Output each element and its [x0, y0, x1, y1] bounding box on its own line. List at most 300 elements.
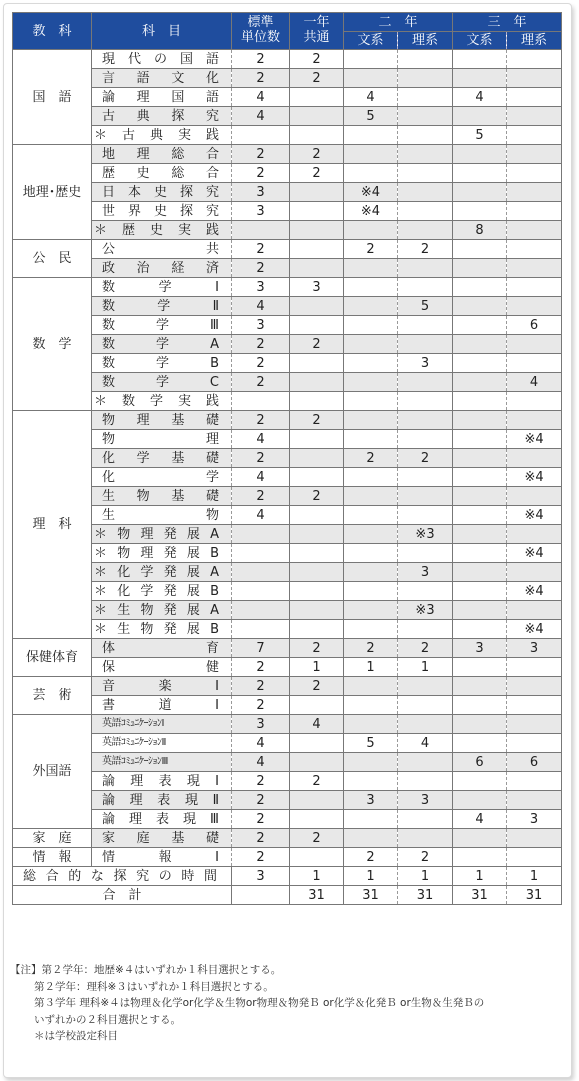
subject-cell: 書道Ⅰ [92, 696, 232, 715]
units-cell-y3b [453, 772, 507, 791]
sogo-units-std: 3 [232, 867, 290, 886]
note-line: 第２学年：理科※３はいずれか１科目選択とする。 [34, 980, 274, 993]
units-cell-std [232, 620, 290, 639]
units-cell-y3b [453, 544, 507, 563]
header-year3: 三 年 [453, 13, 562, 32]
table-row [13, 107, 562, 126]
units-cell-y3r [507, 696, 562, 715]
units-cell-y1 [290, 259, 344, 278]
units-cell-y3b [453, 240, 507, 259]
subject-cell: 数学A [92, 335, 232, 354]
units-cell-y2b [344, 582, 398, 601]
units-cell-y3r [507, 658, 562, 677]
units-cell-y3r [507, 392, 562, 411]
subject-cell: 英語ｺﾐｭﾆｹｰｼｮﾝⅡ [92, 734, 232, 753]
units-cell-y3b [453, 848, 507, 867]
units-cell-y2b [344, 164, 398, 183]
units-cell-std [232, 221, 290, 240]
subject-cell: 生物基礎 [92, 487, 232, 506]
subject-cell: 体育 [92, 639, 232, 658]
units-cell-y1 [290, 582, 344, 601]
units-cell-y3r: ※4 [507, 544, 562, 563]
units-cell-y1 [290, 316, 344, 335]
units-cell-y3r [507, 848, 562, 867]
units-cell-y3r: 6 [507, 316, 562, 335]
units-cell-y3b [453, 696, 507, 715]
units-cell-y3r [507, 449, 562, 468]
header-standard-units: 標準 単位数 [232, 13, 290, 50]
units-cell-y3b [453, 677, 507, 696]
units-cell-std: 2 [232, 829, 290, 848]
units-cell-std: 2 [232, 411, 290, 430]
units-cell-y3r: ※4 [507, 582, 562, 601]
units-cell-std: 2 [232, 791, 290, 810]
subject-cell: ＊生物発展B [92, 620, 232, 639]
units-cell-y2b: 1 [344, 658, 398, 677]
units-cell-y3b [453, 145, 507, 164]
units-cell-y2b [344, 753, 398, 772]
units-cell-y1 [290, 297, 344, 316]
units-cell-y2r [398, 753, 453, 772]
units-cell-std [232, 601, 290, 620]
category-cell: 外国語 [13, 715, 92, 829]
table-row [13, 411, 562, 430]
units-cell-y3r [507, 487, 562, 506]
units-cell-y2b [344, 601, 398, 620]
subject-cell: 英語ｺﾐｭﾆｹｰｼｮﾝⅢ [92, 753, 232, 772]
units-cell-std: 2 [232, 259, 290, 278]
category-cell: 地理･歴史 [13, 145, 92, 240]
subject-cell: 世界史探究 [92, 202, 232, 221]
table-row [13, 639, 562, 658]
category-cell: 保健体育 [13, 639, 92, 677]
units-cell-y3b: 4 [453, 88, 507, 107]
units-cell-y2b [344, 50, 398, 69]
units-cell-y2b [344, 297, 398, 316]
units-cell-y1 [290, 544, 344, 563]
units-cell-y3r [507, 69, 562, 88]
units-cell-y3r: ※4 [507, 430, 562, 449]
units-cell-std: 2 [232, 658, 290, 677]
table-row [13, 354, 562, 373]
units-cell-y2b [344, 696, 398, 715]
units-cell-y2r [398, 335, 453, 354]
units-cell-y2r [398, 221, 453, 240]
units-cell-y3r [507, 126, 562, 145]
table-row [13, 848, 562, 867]
units-cell-y2b: 5 [344, 107, 398, 126]
header-kamoku: 科 目 [92, 13, 232, 50]
units-cell-y3r [507, 221, 562, 240]
units-cell-y1 [290, 354, 344, 373]
units-cell-std: 2 [232, 810, 290, 829]
subject-cell: 数学Ⅱ [92, 297, 232, 316]
units-cell-y1 [290, 696, 344, 715]
units-cell-y1 [290, 183, 344, 202]
units-cell-y3b [453, 107, 507, 126]
units-cell-std: 4 [232, 297, 290, 316]
units-cell-y3r [507, 601, 562, 620]
units-cell-std: 4 [232, 468, 290, 487]
units-cell-y2r: 5 [398, 297, 453, 316]
units-cell-y1: 2 [290, 50, 344, 69]
table-row [13, 829, 562, 848]
sogo-label: 総合的な探究の時間 [13, 867, 232, 886]
header-year1: 一年 共通 [290, 13, 344, 50]
units-cell-y2b [344, 221, 398, 240]
subject-cell: 数学Ⅰ [92, 278, 232, 297]
category-cell: 公 民 [13, 240, 92, 278]
units-cell-y3b [453, 506, 507, 525]
units-cell-y2r: 4 [398, 734, 453, 753]
units-cell-y1 [290, 88, 344, 107]
units-cell-std [232, 544, 290, 563]
curriculum-table [12, 12, 562, 905]
table-row [13, 240, 562, 259]
subject-cell: 情報Ⅰ [92, 848, 232, 867]
units-cell-y1: 2 [290, 829, 344, 848]
units-cell-y3r [507, 183, 562, 202]
sogo-units-y3b: 1 [453, 867, 507, 886]
units-cell-y3b [453, 202, 507, 221]
units-cell-y1 [290, 392, 344, 411]
subject-cell: 論理表現Ⅲ [92, 810, 232, 829]
units-cell-y2b [344, 373, 398, 392]
units-cell-y2r [398, 506, 453, 525]
units-cell-y1: 2 [290, 639, 344, 658]
units-cell-y1 [290, 525, 344, 544]
units-cell-std: 2 [232, 373, 290, 392]
units-cell-y2r [398, 316, 453, 335]
subject-cell: 数学C [92, 373, 232, 392]
subject-cell: 音楽Ⅰ [92, 677, 232, 696]
units-cell-y3b [453, 259, 507, 278]
units-cell-y3r [507, 563, 562, 582]
units-cell-std: 4 [232, 506, 290, 525]
curriculum-card [3, 3, 572, 1078]
units-cell-std: 2 [232, 69, 290, 88]
total-label: 合 計 [13, 886, 232, 905]
subject-cell: ＊生物発展A [92, 601, 232, 620]
units-cell-y3r: ※4 [507, 506, 562, 525]
units-cell-y1 [290, 506, 344, 525]
units-cell-y1: 2 [290, 335, 344, 354]
curriculum-body [13, 50, 562, 905]
units-cell-y2r [398, 278, 453, 297]
units-cell-y2r [398, 677, 453, 696]
table-row [13, 164, 562, 183]
units-cell-y1: 2 [290, 772, 344, 791]
units-cell-y1: 4 [290, 715, 344, 734]
table-row [13, 753, 562, 772]
units-cell-y2b [344, 69, 398, 88]
units-cell-y3r [507, 791, 562, 810]
table-row [13, 734, 562, 753]
units-cell-y1 [290, 449, 344, 468]
category-cell: 数 学 [13, 278, 92, 411]
subject-cell: 日本史探究 [92, 183, 232, 202]
units-cell-std: 2 [232, 848, 290, 867]
table-row [13, 126, 562, 145]
category-cell: 国 語 [13, 50, 92, 145]
units-cell-y3b: 3 [453, 639, 507, 658]
units-cell-y3b [453, 734, 507, 753]
units-cell-y2b: 5 [344, 734, 398, 753]
units-cell-y1 [290, 221, 344, 240]
note-line: 第３学年 理科※４は物理＆化学or化学＆生物or物理＆物発Ｂ or化学＆化発Ｂ or生物＆生発Ｂの [34, 997, 485, 1009]
units-cell-std: 2 [232, 240, 290, 259]
units-cell-y3r: 3 [507, 639, 562, 658]
units-cell-y1: 2 [290, 164, 344, 183]
units-cell-y2r [398, 107, 453, 126]
subject-cell: 歴史総合 [92, 164, 232, 183]
units-cell-y2r: 1 [398, 658, 453, 677]
units-cell-std [232, 126, 290, 145]
units-cell-y2b: ※4 [344, 202, 398, 221]
table-row [13, 677, 562, 696]
table-row [13, 544, 562, 563]
units-cell-y2b [344, 411, 398, 430]
table-row [13, 487, 562, 506]
units-cell-y2r: 3 [398, 791, 453, 810]
total-units-y2r: 31 [398, 886, 453, 905]
table-row [13, 563, 562, 582]
units-cell-y2r [398, 772, 453, 791]
units-cell-y2r [398, 715, 453, 734]
units-cell-y2r [398, 430, 453, 449]
units-cell-y2r: ※3 [398, 601, 453, 620]
units-cell-y3b [453, 563, 507, 582]
units-cell-y3r [507, 772, 562, 791]
units-cell-y2r: 3 [398, 354, 453, 373]
units-cell-y3b [453, 50, 507, 69]
subject-cell: 地理総合 [92, 145, 232, 164]
units-cell-y2r [398, 411, 453, 430]
subject-cell: 数学Ⅲ [92, 316, 232, 335]
subject-cell: 物理基礎 [92, 411, 232, 430]
units-cell-y1 [290, 468, 344, 487]
units-cell-y3b [453, 620, 507, 639]
units-cell-y2r [398, 582, 453, 601]
notes [10, 962, 566, 1045]
units-cell-y3r [507, 411, 562, 430]
units-cell-y1 [290, 601, 344, 620]
subject-cell: 化学基礎 [92, 449, 232, 468]
units-cell-y2b [344, 525, 398, 544]
subject-cell: 政治経済 [92, 259, 232, 278]
units-cell-y2b [344, 772, 398, 791]
units-cell-y3b [453, 354, 507, 373]
units-cell-y2r: 2 [398, 639, 453, 658]
units-cell-y2r [398, 50, 453, 69]
units-cell-y2r [398, 487, 453, 506]
table-row [13, 620, 562, 639]
note-line: 【注】第２学年：地歴※４はいずれか１科目選択とする。 [10, 964, 282, 976]
units-cell-y3r: 4 [507, 373, 562, 392]
total-units-y2b: 31 [344, 886, 398, 905]
table-row [13, 373, 562, 392]
units-cell-y2b: ※4 [344, 183, 398, 202]
units-cell-y1 [290, 430, 344, 449]
units-cell-std [232, 525, 290, 544]
table-row [13, 601, 562, 620]
units-cell-std: 2 [232, 145, 290, 164]
units-cell-y2b: 2 [344, 449, 398, 468]
units-cell-y3r [507, 107, 562, 126]
table-row [13, 297, 562, 316]
units-cell-y1: 2 [290, 487, 344, 506]
units-cell-y1 [290, 107, 344, 126]
units-cell-y3b [453, 715, 507, 734]
subject-cell: 家庭基礎 [92, 829, 232, 848]
table-row [13, 430, 562, 449]
units-cell-y3b [453, 392, 507, 411]
table-row [13, 316, 562, 335]
subject-cell: 物理 [92, 430, 232, 449]
sogo-units-y1: 1 [290, 867, 344, 886]
units-cell-y2r: 2 [398, 848, 453, 867]
units-cell-y3r [507, 734, 562, 753]
header-kyouka: 教 科 [13, 13, 92, 50]
sogo-units-y2b: 1 [344, 867, 398, 886]
subject-cell: 現代の国語 [92, 50, 232, 69]
table-row [13, 506, 562, 525]
sogo-units-y2r: 1 [398, 867, 453, 886]
units-cell-y2b [344, 335, 398, 354]
units-cell-y2r [398, 164, 453, 183]
table-row [13, 202, 562, 221]
units-cell-y2b: 2 [344, 240, 398, 259]
units-cell-y3r [507, 525, 562, 544]
sogo-units-y3r: 1 [507, 867, 562, 886]
subject-cell: ＊物理発展B [92, 544, 232, 563]
units-cell-std: 4 [232, 107, 290, 126]
units-cell-y2r: 2 [398, 449, 453, 468]
units-cell-y2r [398, 69, 453, 88]
table-row [13, 449, 562, 468]
units-cell-y2r [398, 620, 453, 639]
units-cell-y2b [344, 715, 398, 734]
subject-cell: ＊化学発展A [92, 563, 232, 582]
units-cell-y1 [290, 373, 344, 392]
units-cell-std: 4 [232, 734, 290, 753]
units-cell-y3b [453, 658, 507, 677]
units-cell-y2r [398, 829, 453, 848]
units-cell-y2r [398, 126, 453, 145]
units-cell-std: 2 [232, 449, 290, 468]
units-cell-y3r [507, 297, 562, 316]
total-units-std [232, 886, 290, 905]
units-cell-std: 2 [232, 50, 290, 69]
units-cell-y3b [453, 183, 507, 202]
units-cell-y3b: 6 [453, 753, 507, 772]
units-cell-y1: 3 [290, 278, 344, 297]
units-cell-y2r: ※3 [398, 525, 453, 544]
units-cell-std: 4 [232, 430, 290, 449]
table-row [13, 335, 562, 354]
units-cell-y3b [453, 791, 507, 810]
table-row [13, 259, 562, 278]
units-cell-y3r [507, 677, 562, 696]
header-year2: 二 年 [344, 13, 453, 32]
units-cell-y2r: 2 [398, 240, 453, 259]
units-cell-std: 2 [232, 487, 290, 506]
units-cell-y3b [453, 449, 507, 468]
units-cell-std: 2 [232, 354, 290, 373]
units-cell-std: 3 [232, 183, 290, 202]
units-cell-y2b: 3 [344, 791, 398, 810]
units-cell-y2b [344, 506, 398, 525]
units-cell-y1: 2 [290, 677, 344, 696]
header-y3-bunkei: 文系 [453, 32, 507, 50]
units-cell-y2b [344, 392, 398, 411]
units-cell-y3r [507, 335, 562, 354]
units-cell-y2b [344, 278, 398, 297]
units-cell-y3b [453, 278, 507, 297]
units-cell-y3b [453, 335, 507, 354]
units-cell-y3r [507, 164, 562, 183]
units-cell-y3r: ※4 [507, 468, 562, 487]
table-row [13, 145, 562, 164]
units-cell-y1 [290, 620, 344, 639]
table-row [13, 696, 562, 715]
category-cell: 家 庭 [13, 829, 92, 848]
subject-cell: ＊歴史実践 [92, 221, 232, 240]
units-cell-std [232, 563, 290, 582]
units-cell-std: 4 [232, 753, 290, 772]
units-cell-y1: 2 [290, 411, 344, 430]
units-cell-y2r [398, 145, 453, 164]
units-cell-y1 [290, 848, 344, 867]
note-line: いずれかの２科目選択とする。 [34, 1013, 181, 1026]
units-cell-y2r [398, 810, 453, 829]
units-cell-y3b [453, 829, 507, 848]
units-cell-y3b [453, 468, 507, 487]
units-cell-y1 [290, 563, 344, 582]
units-cell-y2b [344, 430, 398, 449]
units-cell-std: 2 [232, 696, 290, 715]
units-cell-y3b [453, 69, 507, 88]
header-y2-rikei: 理系 [398, 32, 453, 50]
units-cell-y3r [507, 202, 562, 221]
units-cell-y1 [290, 734, 344, 753]
category-cell: 情 報 [13, 848, 92, 867]
units-cell-y2b [344, 126, 398, 145]
category-cell: 芸 術 [13, 677, 92, 715]
units-cell-y2b [344, 829, 398, 848]
units-cell-y3b [453, 525, 507, 544]
units-cell-std: 3 [232, 278, 290, 297]
subject-cell: 化学 [92, 468, 232, 487]
units-cell-std: 2 [232, 772, 290, 791]
table-row [13, 183, 562, 202]
table-row [13, 791, 562, 810]
units-cell-std: 3 [232, 202, 290, 221]
units-cell-y3b [453, 582, 507, 601]
units-cell-y1 [290, 810, 344, 829]
subject-cell: 論理国語 [92, 88, 232, 107]
units-cell-y2b [344, 316, 398, 335]
units-cell-y2b: 2 [344, 848, 398, 867]
units-cell-std [232, 392, 290, 411]
units-cell-y3b: 8 [453, 221, 507, 240]
subject-cell: 言語文化 [92, 69, 232, 88]
subject-cell: 論理表現Ⅱ [92, 791, 232, 810]
table-row [13, 772, 562, 791]
units-cell-y2b [344, 468, 398, 487]
header-y2-bunkei: 文系 [344, 32, 398, 50]
units-cell-y2r [398, 392, 453, 411]
